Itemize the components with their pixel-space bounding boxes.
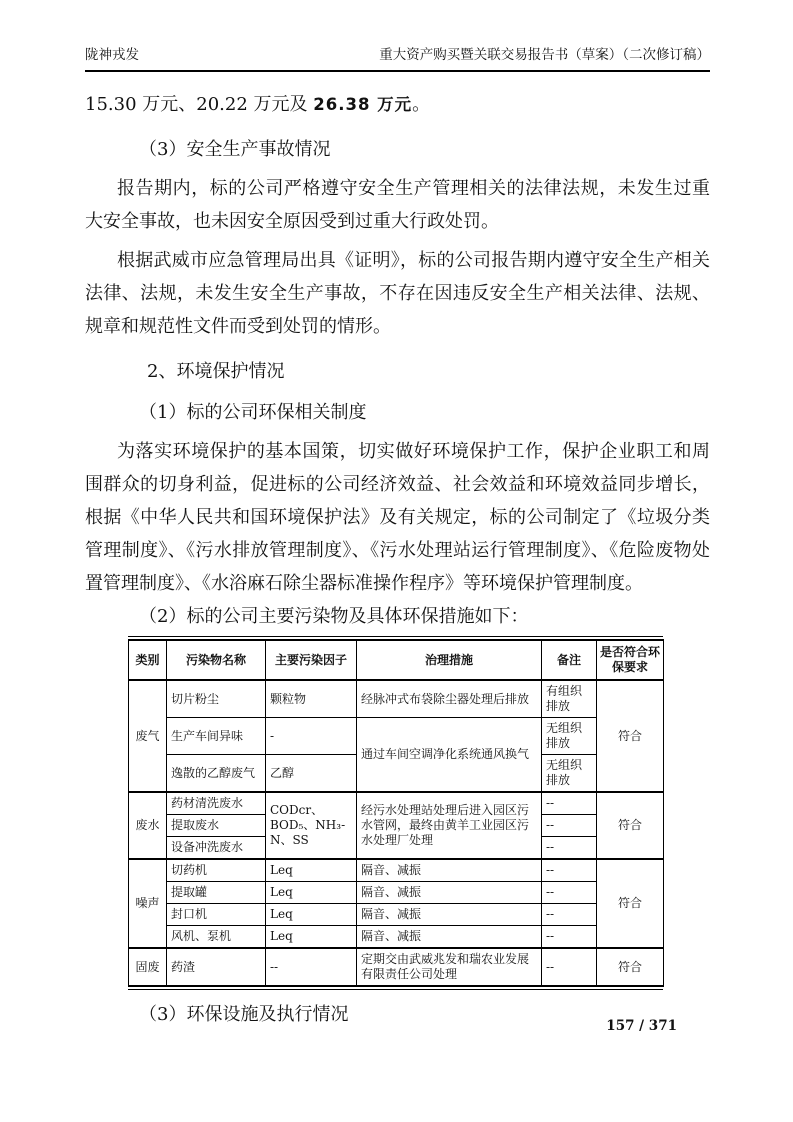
cell-treatment: 定期交由武威兆发和瑞农业发展有限责任公司处理 [357, 948, 542, 986]
cell-name: 设备冲洗废水 [167, 837, 266, 860]
header-remark: 备注 [542, 640, 597, 680]
compliance-cell-water: 符合 [597, 792, 664, 859]
table-row-water-1 [129, 792, 664, 815]
table-row-noise-4 [129, 926, 664, 949]
cell-name: 封口机 [167, 904, 266, 926]
table-row-solid-1 [129, 948, 664, 986]
cell-name: 切药机 [167, 859, 266, 882]
cell-treatment: 隔音、减振 [357, 882, 542, 904]
cell-factor: CODcr、BOD₅、NH₃-N、SS [266, 792, 357, 859]
cell-treatment: 经脉冲式布袋除尘器处理后排放 [357, 680, 542, 718]
cell-note: 无组织排放 [542, 718, 597, 755]
heading-safety-accidents: （3）安全生产事故情况 [139, 139, 331, 160]
cell-factor: Leq [266, 859, 357, 882]
cell-treatment: 经污水处理站处理后进入园区污水管网，最终由黄羊工业园区污水处理厂处理 [357, 792, 542, 859]
category-cell-water: 废水 [129, 792, 167, 859]
paragraph-safety-2: 根据武威市应急管理局出具《证明》，标的公司报告期内遵守安全生产相关法律、法规，未发生安全生产事故，不存在因违反安全生产相关法律、法规、规章和规范性文件而受到处罚的情形。 [85, 250, 710, 337]
cell-treatment: 隔音、减振 [357, 926, 542, 949]
cell-note: -- [542, 792, 597, 815]
heading-environment: 2、环境保护情况 [147, 361, 285, 382]
cell-name: 逸散的乙醇废气 [167, 755, 266, 793]
header-pollutant-name: 污染物名称 [167, 640, 266, 680]
amounts-normal-text: 15.30 万元、20.22 万元及 [85, 94, 314, 115]
cell-treatment: 隔音、减振 [357, 859, 542, 882]
amounts-tail-text: 。 [412, 94, 431, 115]
cell-name: 药渣 [167, 948, 266, 986]
cell-name: 切片粉尘 [167, 680, 266, 718]
table-row-gas-1 [129, 680, 664, 718]
cell-factor: Leq [266, 926, 357, 949]
cell-name: 风机、泵机 [167, 926, 266, 949]
header-pollution-factor: 主要污染因子 [266, 640, 357, 680]
cell-note: -- [542, 926, 597, 949]
cell-note: 无组织排放 [542, 755, 597, 793]
heading-env-system: （1）标的公司环保相关制度 [139, 402, 367, 423]
table-row-gas-2 [129, 718, 664, 755]
cell-factor: Leq [266, 882, 357, 904]
cell-factor: Leq [266, 904, 357, 926]
compliance-cell-solid: 符合 [597, 948, 664, 986]
paragraph-env-policy: 为落实环境保护的基本国策，切实做好环境保护工作，保护企业职工和周围群众的切身利益，促进标的公司经济效益、社会效益和环境效益同步增长，根据《中华人民共和国环境保护法》及有关规定，标的公司制定了《垃圾分类管理制度》、《污水排放管理制度》、《污水处理站运行管理制度》、《危险废物处置管理制度》、《水浴麻石除尘器标准操作程序》等环境保护管理制度。 [85, 441, 710, 594]
pollution-table-wrapper [128, 636, 663, 990]
page-number: 157 / 371 [606, 1018, 677, 1034]
table-row-noise-3 [129, 904, 664, 926]
header-treatment: 治理措施 [357, 640, 542, 680]
heading-pollutants: （2）标的公司主要污染物及具体环保措施如下： [139, 606, 529, 627]
cell-factor: -- [266, 948, 357, 986]
amounts-bold-value: 26.38 万元 [313, 95, 413, 114]
compliance-cell-noise: 符合 [597, 859, 664, 948]
heading-env-facilities: （3）环保设施及执行情况 [139, 1004, 349, 1025]
page-header [85, 0, 710, 72]
cell-note: -- [542, 948, 597, 986]
header-compliance: 是否符合环保要求 [597, 640, 664, 680]
cell-note: -- [542, 859, 597, 882]
cell-factor: 乙醇 [266, 755, 357, 793]
cell-name: 药材清洗废水 [167, 792, 266, 815]
cell-note: 有组织排放 [542, 680, 597, 718]
cell-treatment: 隔音、减振 [357, 904, 542, 926]
pollution-table [128, 639, 664, 987]
cell-factor: - [266, 718, 357, 755]
cell-treatment: 通过车间空调净化系统通风换气 [357, 718, 542, 793]
category-cell-solid: 固废 [129, 948, 167, 986]
header-company-name: 陇神戎发 [85, 47, 139, 63]
cell-name: 提取废水 [167, 815, 266, 837]
page-content [0, 88, 793, 1031]
cell-note: -- [542, 882, 597, 904]
cell-name: 生产车间异味 [167, 718, 266, 755]
paragraph-amounts [85, 88, 710, 121]
paragraph-safety-1: 报告期内，标的公司严格遵守安全生产管理相关的法律法规，未发生过重大安全事故，也未因安全原因受到过重大行政处罚。 [85, 178, 710, 232]
cell-note: -- [542, 815, 597, 837]
cell-note: -- [542, 837, 597, 860]
cell-note: -- [542, 904, 597, 926]
cell-factor: 颗粒物 [266, 680, 357, 718]
table-header-row [129, 640, 664, 680]
header-category: 类别 [129, 640, 167, 680]
category-cell-gas: 废气 [129, 680, 167, 792]
header-report-title: 重大资产购买暨关联交易报告书（草案）（二次修订稿） [379, 47, 710, 63]
table-row-noise-1 [129, 859, 664, 882]
compliance-cell-gas: 符合 [597, 680, 664, 792]
table-row-noise-2 [129, 882, 664, 904]
category-cell-noise: 噪声 [129, 859, 167, 948]
cell-name: 提取罐 [167, 882, 266, 904]
